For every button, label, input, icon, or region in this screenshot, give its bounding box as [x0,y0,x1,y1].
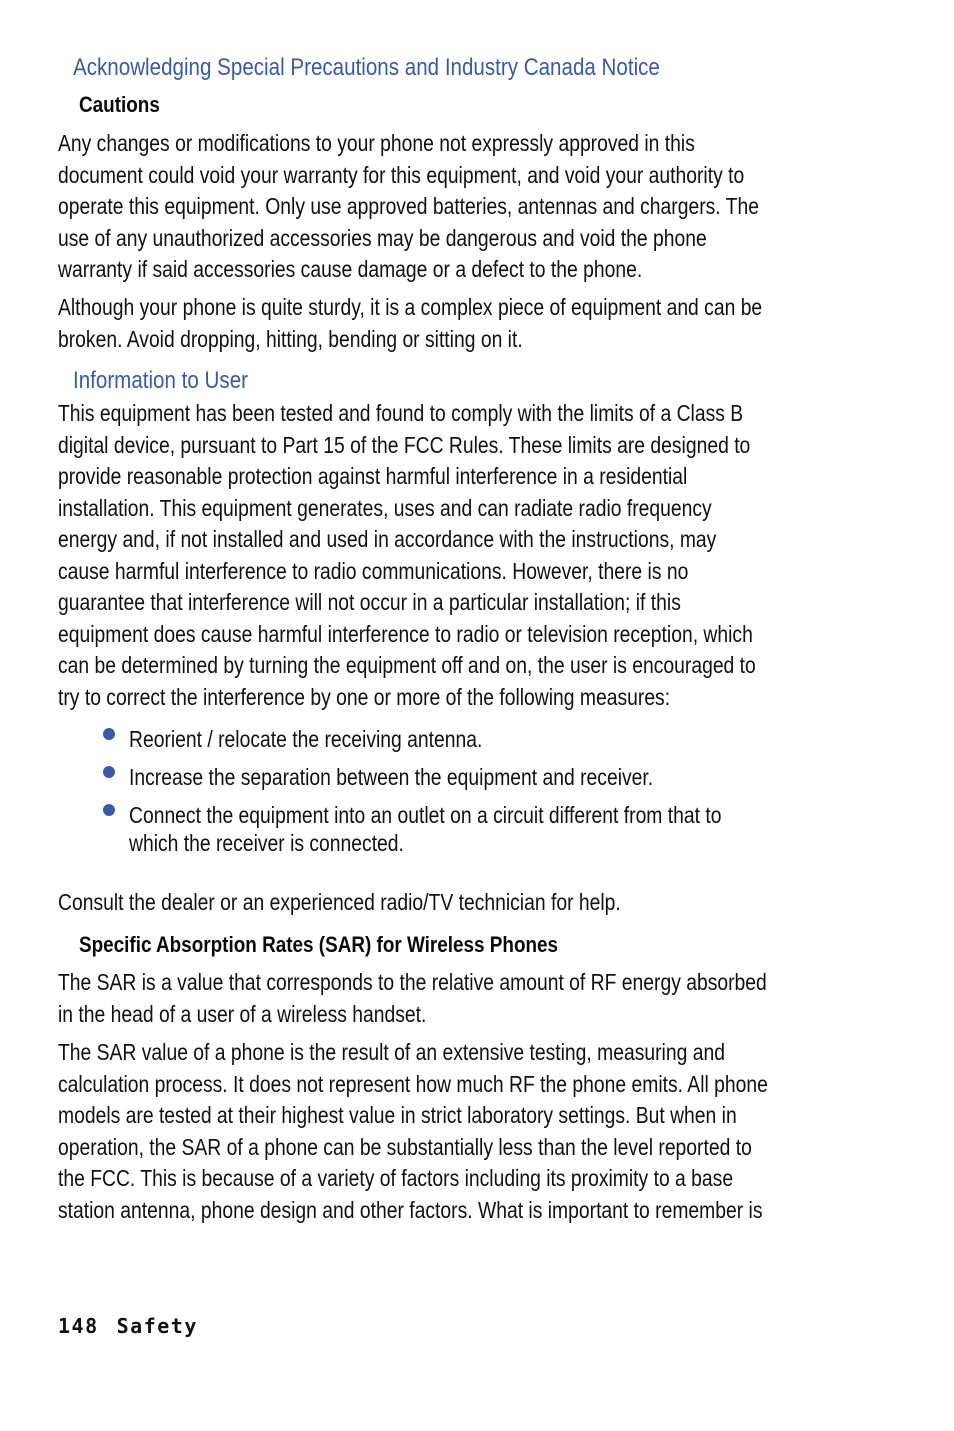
cautions-paragraph-2 [58,292,896,355]
text-line: The SAR value of a phone is the result of an extensive testing, measuring and [58,1039,725,1065]
text-line: Any changes or modifications to your phone not expressly approved in this [58,130,695,156]
text-line: energy and, if not installed and used in accordance with the instructions, may [58,526,717,552]
main-heading: Acknowledging Special Precautions and Industry Canada Notice [73,54,660,81]
consult-paragraph [58,887,728,919]
information-to-user-heading: Information to User [73,367,249,394]
bullet-icon [103,766,115,778]
text-line: operate this equipment. Only use approved batteries, antennas and chargers. The [58,193,759,219]
bullet-icon [103,804,115,816]
text-line: digital device, pursuant to Part 15 of the FCC Rules. These limits are designed to [58,431,751,458]
text-line: operation, the SAR of a phone can be substantially less than the level reported to [58,1133,752,1160]
page-number: 148 [58,1314,99,1338]
sar-paragraph-1 [58,967,902,1030]
text-line: cause harmful interference to radio communications. However, there is no [58,557,689,584]
sar-paragraph-2 [58,1037,903,1226]
text-line: in the head of a user of a wireless handset. [58,1000,427,1027]
document-page: Acknowledging Special Precautions and Industry Canada Notice Cautions Any changes or modifications to your phone not expressly approved in this document could void your warranty for this equipment, and void your authority to operate this equipment. Only use approved batteries, antennas and chargers. The use of any unauthorized accessories may be dangerous and void the phone warranty if said accessories cause damage or a defect to the phone. Although your phone is quite sturdy, it is a complex piece of equipment and can be broken. Avoid dropping, hitting, bending or sitting on it. Information to User This equipment has been tested and found to comply with the limits of a Class B digital device, pursuant to Part 15 of the FCC Rules. These limits are designed to provide reasonable protection against harmful interference in a residential installation. This equipment generates, uses and can radiate radio frequency energy and, if not installed and used in accordance with the instructions, may cause harmful interference to radio communications. However, there is no guarantee that interference will not occur in a particular installation; if this equipment does cause harmful interference to radio or television reception, which can be determined by turning the equipment off and on, the user is encouraged to try to correct the interference by one or more of the following measures: Reorient / relocate the receiving antenna. Increase the separation between the equipment and receiver. Connect the equipment into an outlet on a circuit different from that to which the receiver is connected. Consult the dealer or an experienced radio/TV technician for help. Specific Absorption Rates (SAR) for Wireless Phones The SAR is a value that corresponds to the relative amount of RF energy absorbed in the head of a user of a wireless handset. The SAR value of a phone is the result of an extensive testing, measuring and calculation process. It does not represent how much RF the phone emits. All phone models are tested at their highest value in strict laboratory settings. But when in operation, the SAR of a phone can be substantially less than the level reported to the FCC. This is because of a variety of factors including its proximity to a base station antenna, phone design and other factors. What is important to remember is 148 Safety [0,0,954,1431]
text-line: warranty if said accessories cause damage or a defect to the phone. [58,256,643,282]
text-line: guarantee that interference will not occur in a particular installation; if this [58,589,681,615]
text-line: calculation process. It does not represent how much RF the phone emits. All phone [58,1070,768,1097]
text-line: Consult the dealer or an experienced radio/TV technician for help. [58,889,621,915]
bullet-icon [103,728,115,740]
information-paragraph [58,398,889,713]
cautions-heading: Cautions [79,92,160,117]
sar-heading: Specific Absorption Rates (SAR) for Wireless Phones [79,932,559,957]
text-line: the FCC. This is because of a variety of factors including its proximity to a base [58,1165,734,1191]
text-line: document could void your warranty for this equipment, and void your authority to [58,161,745,188]
text-line: equipment does cause harmful interference to radio or television reception, which [58,620,753,647]
text-line: provide reasonable protection against harmful interference in a residential [58,463,688,489]
text-line: broken. Avoid dropping, hitting, bending or sitting on it. [58,325,523,352]
text-line: The SAR is a value that corresponds to the relative amount of RF energy absorbed [58,969,767,995]
text-line: station antenna, phone design and other factors. What is important to remember is [58,1196,763,1223]
text-line: This equipment has been tested and found to comply with the limits of a Class B [58,400,744,426]
text-line: can be determined by turning the equipment off and on, the user is encouraged to [58,652,756,678]
text-line: Although your phone is quite sturdy, it is a complex piece of equipment and can be [58,294,763,320]
text-line: installation. This equipment generates, uses and can radiate radio frequency [58,494,712,521]
section-name: Safety [116,1314,198,1338]
cautions-paragraph-1 [58,128,893,286]
page-footer [58,1312,198,1340]
text-line: try to correct the interference by one or more of the following measures: [58,683,671,710]
text-line: models are tested at their highest value in strict laboratory settings. But when in [58,1102,737,1128]
text-line: use of any unauthorized accessories may be dangerous and void the phone [58,224,707,251]
